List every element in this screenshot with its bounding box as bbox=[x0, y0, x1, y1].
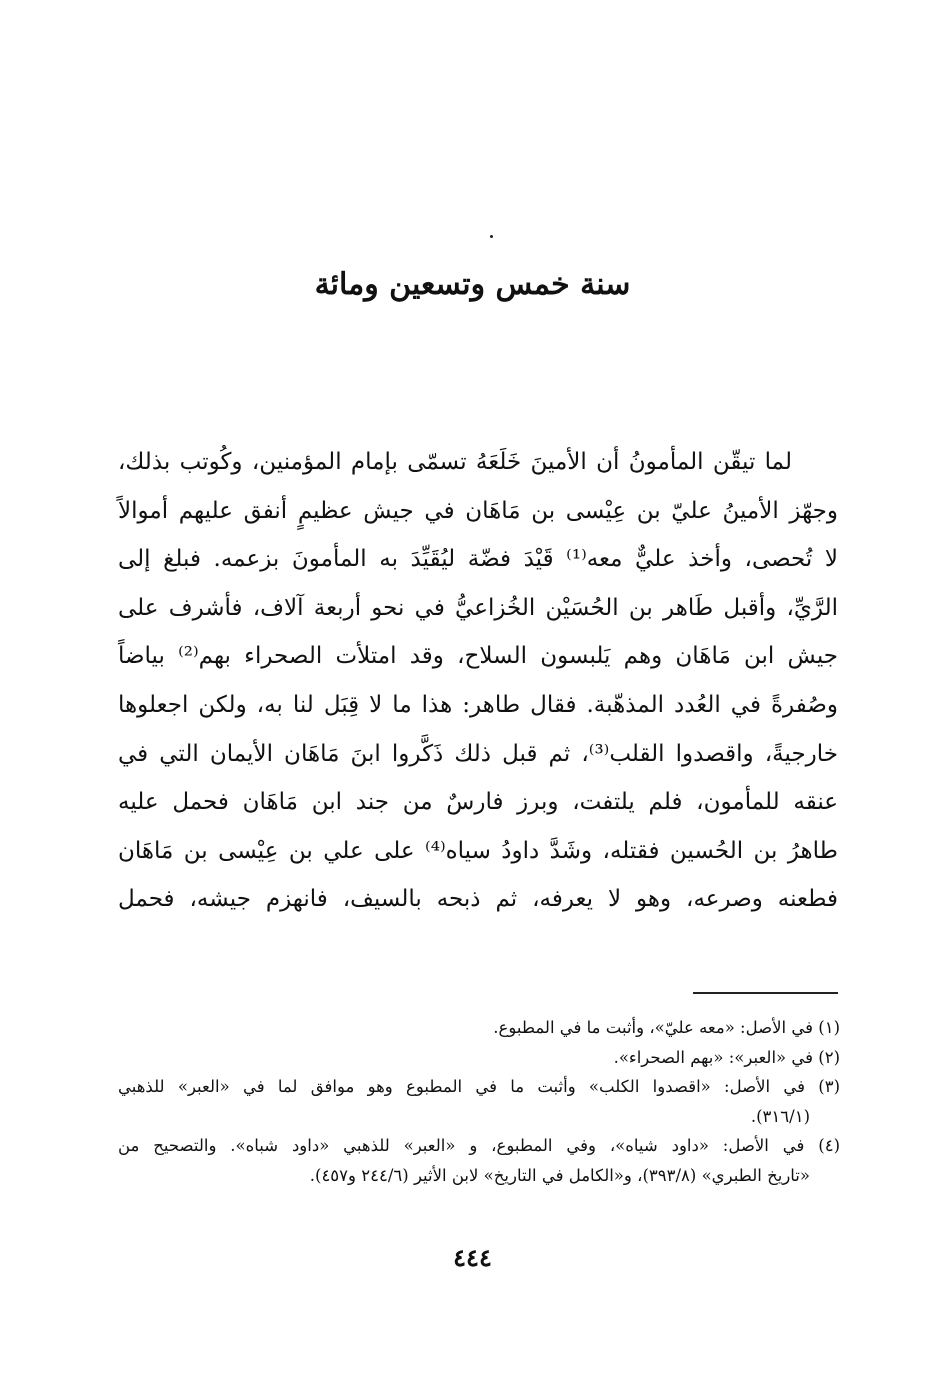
footnote-line: «تاريخ الطبري» (٣٩٣/٨)، و«الكامل في التاريخ» لابن الأثير (٢٤٤/٦ و٤٥٧). bbox=[309, 1165, 810, 1185]
body-line: خارجيةً، واقصدوا القلب⁽³⁾، ثم قبل ذلك ذَكَّروا ابنَ مَاهَان الأيمان التي في bbox=[118, 740, 838, 767]
body-line: فطعنه وصرعه، وهو لا يعرفه، ثم ذبحه بالسيف، فانهزم جيشه، فحمل bbox=[118, 886, 838, 913]
footnotes bbox=[118, 1013, 840, 1190]
footnote-line: (١) في الأصل: «معه عليّ»، وأثبت ما في المطبوع. bbox=[493, 1018, 840, 1037]
body-line: طاهرُ بن الحُسين فقتله، وشَدَّ داودُ سياه⁽⁴⁾ على علي بن عِيْسى بن مَاهَان bbox=[118, 837, 838, 864]
body-line: وصُفرةً في العُدد المذهّبة. فقال طاهر: هذا ما لا قِبَل لنا به، ولكن اجعلوها bbox=[118, 691, 838, 718]
body-line: عنقه للمأمون، فلم يلتفت، وبرز فارسٌ من جند ابن مَاهَان فحمل عليه bbox=[118, 789, 838, 816]
page-number: ٤٤٤ bbox=[453, 1243, 492, 1272]
footnote-line: (٣١٦/١). bbox=[750, 1106, 810, 1126]
footnote-line: (٣) في الأصل: «اقصدوا الكلب» وأثبت ما في المطبوع وهو موافق لما في «العبر» للذهبي bbox=[118, 1077, 840, 1096]
footnote-line: (٢) في «العبر»: «بهم الصحراء». bbox=[613, 1047, 840, 1067]
chapter-title: سنة خمس وتسعين ومائة bbox=[314, 267, 631, 302]
body-line: لا تُحصى، وأخذ عليٌّ معه⁽¹⁾ قَيْدَ فضّة ليُقَيِّدَ به المأمونَ بزعمه. فبلغ إلى bbox=[118, 546, 839, 573]
body-line: وجهّز الأمينُ عليّ بن عِيْسى بن مَاهَان في جيش عظيمٍ أنفق عليهم أموالاً bbox=[118, 497, 838, 524]
footnote-line: (٤) في الأصل: «داود شياه»، وفي المطبوع، و «العبر» للذهبي «داود شباه». والتصحيح من bbox=[118, 1136, 840, 1155]
body-text bbox=[118, 438, 838, 924]
body-line: الرَّيِّ، وأقبل طَاهر بن الحُسَيْن الخُزاعيُّ في نحو أربعة آلاف، فأشرف على bbox=[118, 594, 838, 621]
footnote-separator bbox=[693, 992, 838, 994]
body-line: لما تيقّن المأمونُ أن الأمينَ خَلَعَهُ تسمّى بإمام المؤمنين، وكُوتب بذلك، bbox=[118, 449, 792, 475]
ornament-dot bbox=[490, 235, 493, 238]
body-line: جيش ابن مَاهَان وهم يَلبسون السلاح، وقد امتلأت الصحراء بهم⁽²⁾ بياضاً bbox=[118, 643, 838, 670]
